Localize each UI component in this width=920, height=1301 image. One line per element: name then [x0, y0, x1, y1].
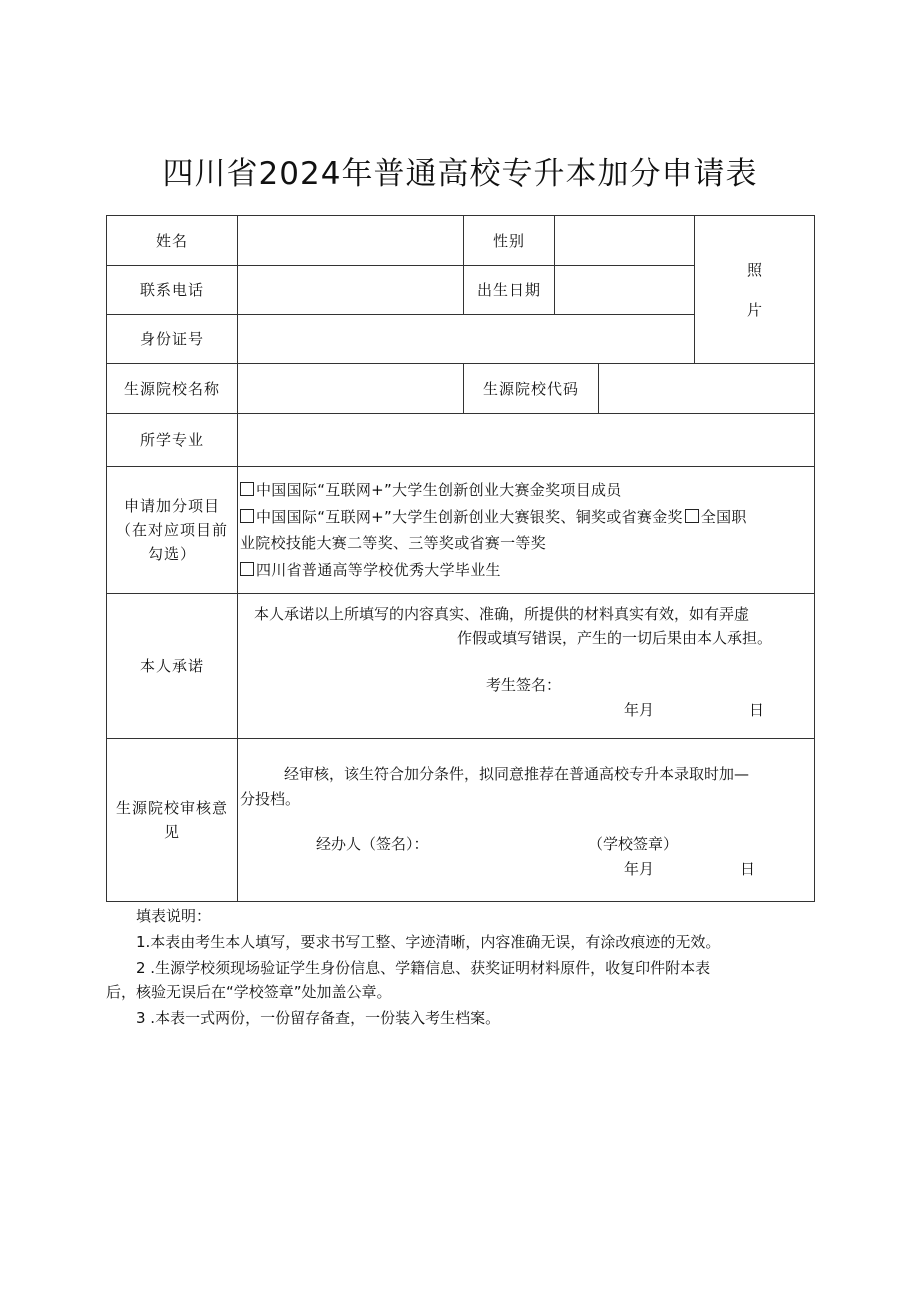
- notes-heading: 填表说明：: [136, 907, 212, 925]
- bonus-items-label-2: （在对应项目前: [115, 521, 228, 539]
- bonus-item-4-text: 四川省普通高等学校优秀大学毕业生: [256, 560, 501, 579]
- bonus-items-cell: [238, 467, 815, 594]
- school-name-label: 生源院校名称: [107, 364, 238, 414]
- note-2-line-2: 后，核验无误后在“学校签章”处加盖公章。: [106, 983, 392, 1001]
- major-field[interactable]: [238, 414, 815, 467]
- review-label: [107, 739, 238, 902]
- review-year-month: 年月: [624, 860, 655, 878]
- bonus-item-2-text: 中国国际“互联网+”大学生创新创业大赛银奖、铜奖或省赛金奖: [256, 507, 683, 526]
- school-code-field[interactable]: [599, 364, 815, 414]
- bonus-items-label-3: 勾选）: [147, 545, 196, 563]
- photo-box[interactable]: [695, 216, 815, 364]
- handler-signature-label: 经办人（签名）：: [316, 835, 429, 853]
- pledge-label: 本人承诺: [107, 594, 238, 739]
- bonus-item-3-text-a: 全国职: [700, 507, 747, 526]
- pledge-year-month: 年月: [624, 701, 655, 719]
- name-label: 姓名: [107, 216, 238, 266]
- bonus-items-label-1: 申请加分项目: [123, 497, 220, 515]
- school-seal-label: （学校签章）: [588, 835, 679, 853]
- pledge-text-1: 本人承诺以上所填写的内容真实、准确，所提供的材料真实有效，如有弄虚: [254, 605, 750, 623]
- bonus-item-3-cont: 业院校技能大赛二等奖、三等奖或省赛一等奖: [240, 534, 547, 552]
- checkbox[interactable]: [685, 509, 699, 523]
- review-text-2: 分投档。: [240, 790, 301, 808]
- phone-label: 联系电话: [107, 266, 238, 315]
- signature-label: 考生签名：: [486, 676, 562, 694]
- birth-date-field[interactable]: [555, 266, 695, 315]
- review-label-1: 生源院校审核意: [115, 799, 228, 817]
- bonus-item-4: [240, 557, 814, 584]
- pledge-day: 日: [749, 701, 765, 719]
- gender-field[interactable]: [555, 216, 695, 266]
- bonus-item-2: [240, 504, 814, 531]
- review-label-2: 见: [163, 823, 180, 841]
- checkbox[interactable]: [240, 482, 254, 496]
- review-text-1: 经审核，该生符合加分条件，拟同意推荐在普通高校专升本录取时加—: [284, 765, 750, 783]
- phone-field[interactable]: [238, 266, 464, 315]
- id-number-field[interactable]: [238, 315, 695, 364]
- gender-label: 性别: [464, 216, 555, 266]
- review-cell: [238, 739, 815, 902]
- form-title: 四川省2024年普通高校专升本加分申请表: [162, 156, 758, 192]
- pledge-text-2: 作假或填写错误，产生的一切后果由本人承担。: [457, 629, 773, 647]
- id-number-label: 身份证号: [107, 315, 238, 364]
- bonus-item-1: [240, 477, 814, 504]
- note-2-line-1: 2 .生源学校须现场验证学生身份信息、学籍信息、获奖证明材料原件，收复印件附本表: [136, 959, 711, 977]
- birth-date-label: 出生日期: [464, 266, 555, 315]
- note-1: 1.本表由考生本人填写，要求书写工整、字迹清晰，内容准确无误，有涂改痕迹的无效。: [136, 933, 721, 951]
- name-field[interactable]: [238, 216, 464, 266]
- pledge-cell: [238, 594, 815, 739]
- photo-label-1: 照: [746, 260, 762, 279]
- checkbox[interactable]: [240, 509, 254, 523]
- note-3: 3 .本表一式两份，一份留存备查，一份装入考生档案。: [136, 1009, 501, 1027]
- school-name-field[interactable]: [238, 364, 464, 414]
- bonus-items-label: [107, 467, 238, 594]
- checkbox[interactable]: [240, 562, 254, 576]
- bonus-item-1-text: 中国国际“互联网+”大学生创新创业大赛金奖项目成员: [256, 481, 622, 499]
- review-day: 日: [740, 860, 756, 878]
- major-label: 所学专业: [107, 414, 238, 467]
- application-form-table: [106, 215, 815, 902]
- school-code-label: 生源院校代码: [464, 364, 599, 414]
- photo-label-2: 片: [746, 300, 762, 319]
